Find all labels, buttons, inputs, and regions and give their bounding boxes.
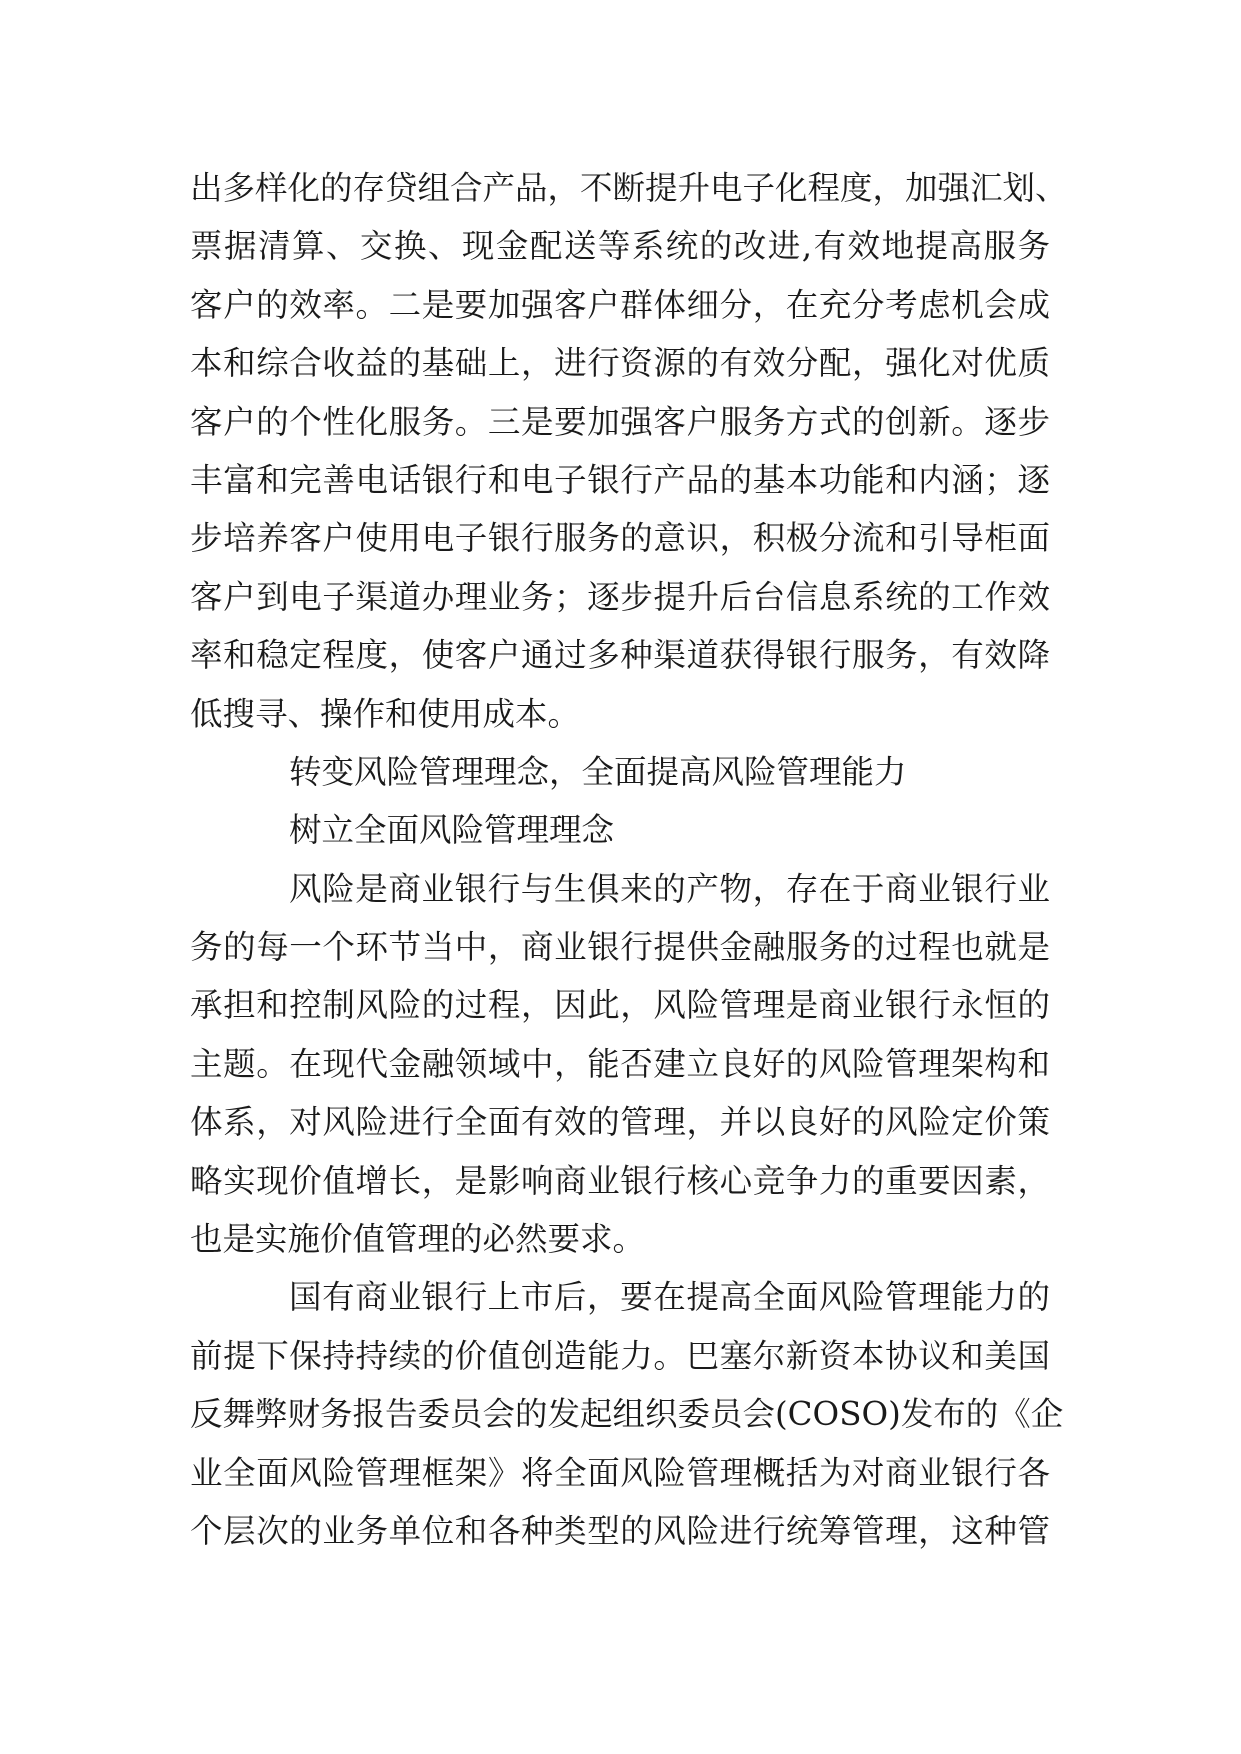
text-line: 个层次的业务单位和各种类型的风险进行统筹管理，这种管 — [190, 1511, 1050, 1550]
text-line: 体系，对风险进行全面有效的管理，并以良好的风险定价策 — [190, 1103, 1050, 1142]
text-line: 国有商业银行上市后，要在提高全面风险管理能力的 — [289, 1278, 1050, 1317]
text-line: 丰富和完善电话银行和电子银行产品的基本功能和内涵；逐 — [190, 460, 1050, 499]
subsection-heading — [190, 801, 1050, 859]
heading-line: 转变风险管理理念，全面提高风险管理能力 — [289, 752, 907, 791]
text-line: 客户的效率。二是要加强客户群体细分，在充分考虑机会成 — [190, 285, 1050, 324]
body-text — [190, 159, 1068, 1560]
text-line: 略实现价值增长，是影响商业银行核心竞争力的重要因素， — [190, 1161, 1050, 1200]
text-line: 步培养客户使用电子银行服务的意识，积极分流和引导柜面 — [190, 519, 1050, 558]
paragraph-customer-service — [190, 159, 1068, 743]
heading-line: 树立全面风险管理理念 — [289, 811, 615, 850]
text-line: 业全面风险管理框架》将全面风险管理概括为对商业银行各 — [190, 1453, 1050, 1492]
text-line: 客户的个性化服务。三是要加强客户服务方式的创新。逐步 — [190, 402, 1050, 441]
text-line: 本和综合收益的基础上，进行资源的有效分配，强化对优质 — [190, 344, 1050, 383]
text-line: 率和稳定程度，使客户通过多种渠道获得银行服务，有效降 — [190, 636, 1050, 675]
text-line: 主题。在现代金融领域中，能否建立良好的风险管理架构和 — [190, 1044, 1050, 1083]
text-line: 也是实施价值管理的必然要求。 — [190, 1220, 646, 1259]
text-line: 客户到电子渠道办理业务；逐步提升后台信息系统的工作效 — [190, 577, 1050, 616]
text-line: 前提下保持持续的价值创造能力。巴塞尔新资本协议和美国 — [190, 1336, 1050, 1375]
text-line: 反舞弊财务报告委员会的发起组织委员会(COSO)发布的《企 — [190, 1395, 1064, 1434]
section-heading — [190, 743, 1050, 801]
paragraph-state-banks — [190, 1268, 1064, 1560]
text-line: 出多样化的存贷组合产品，不断提升电子化程度，加强汇划、 — [190, 169, 1068, 207]
text-line: 低搜寻、操作和使用成本。 — [190, 694, 581, 733]
text-line: 承担和控制风险的过程，因此，风险管理是商业银行永恒的 — [190, 986, 1050, 1025]
paragraph-risk-definition — [190, 860, 1050, 1269]
text-line: 风险是商业银行与生俱来的产物，存在于商业银行业 — [289, 869, 1050, 908]
text-line: 票据清算、交换、现金配送等系统的改进,有效地提高服务 — [190, 227, 1050, 266]
text-line: 务的每一个环节当中，商业银行提供金融服务的过程也就是 — [190, 928, 1050, 967]
